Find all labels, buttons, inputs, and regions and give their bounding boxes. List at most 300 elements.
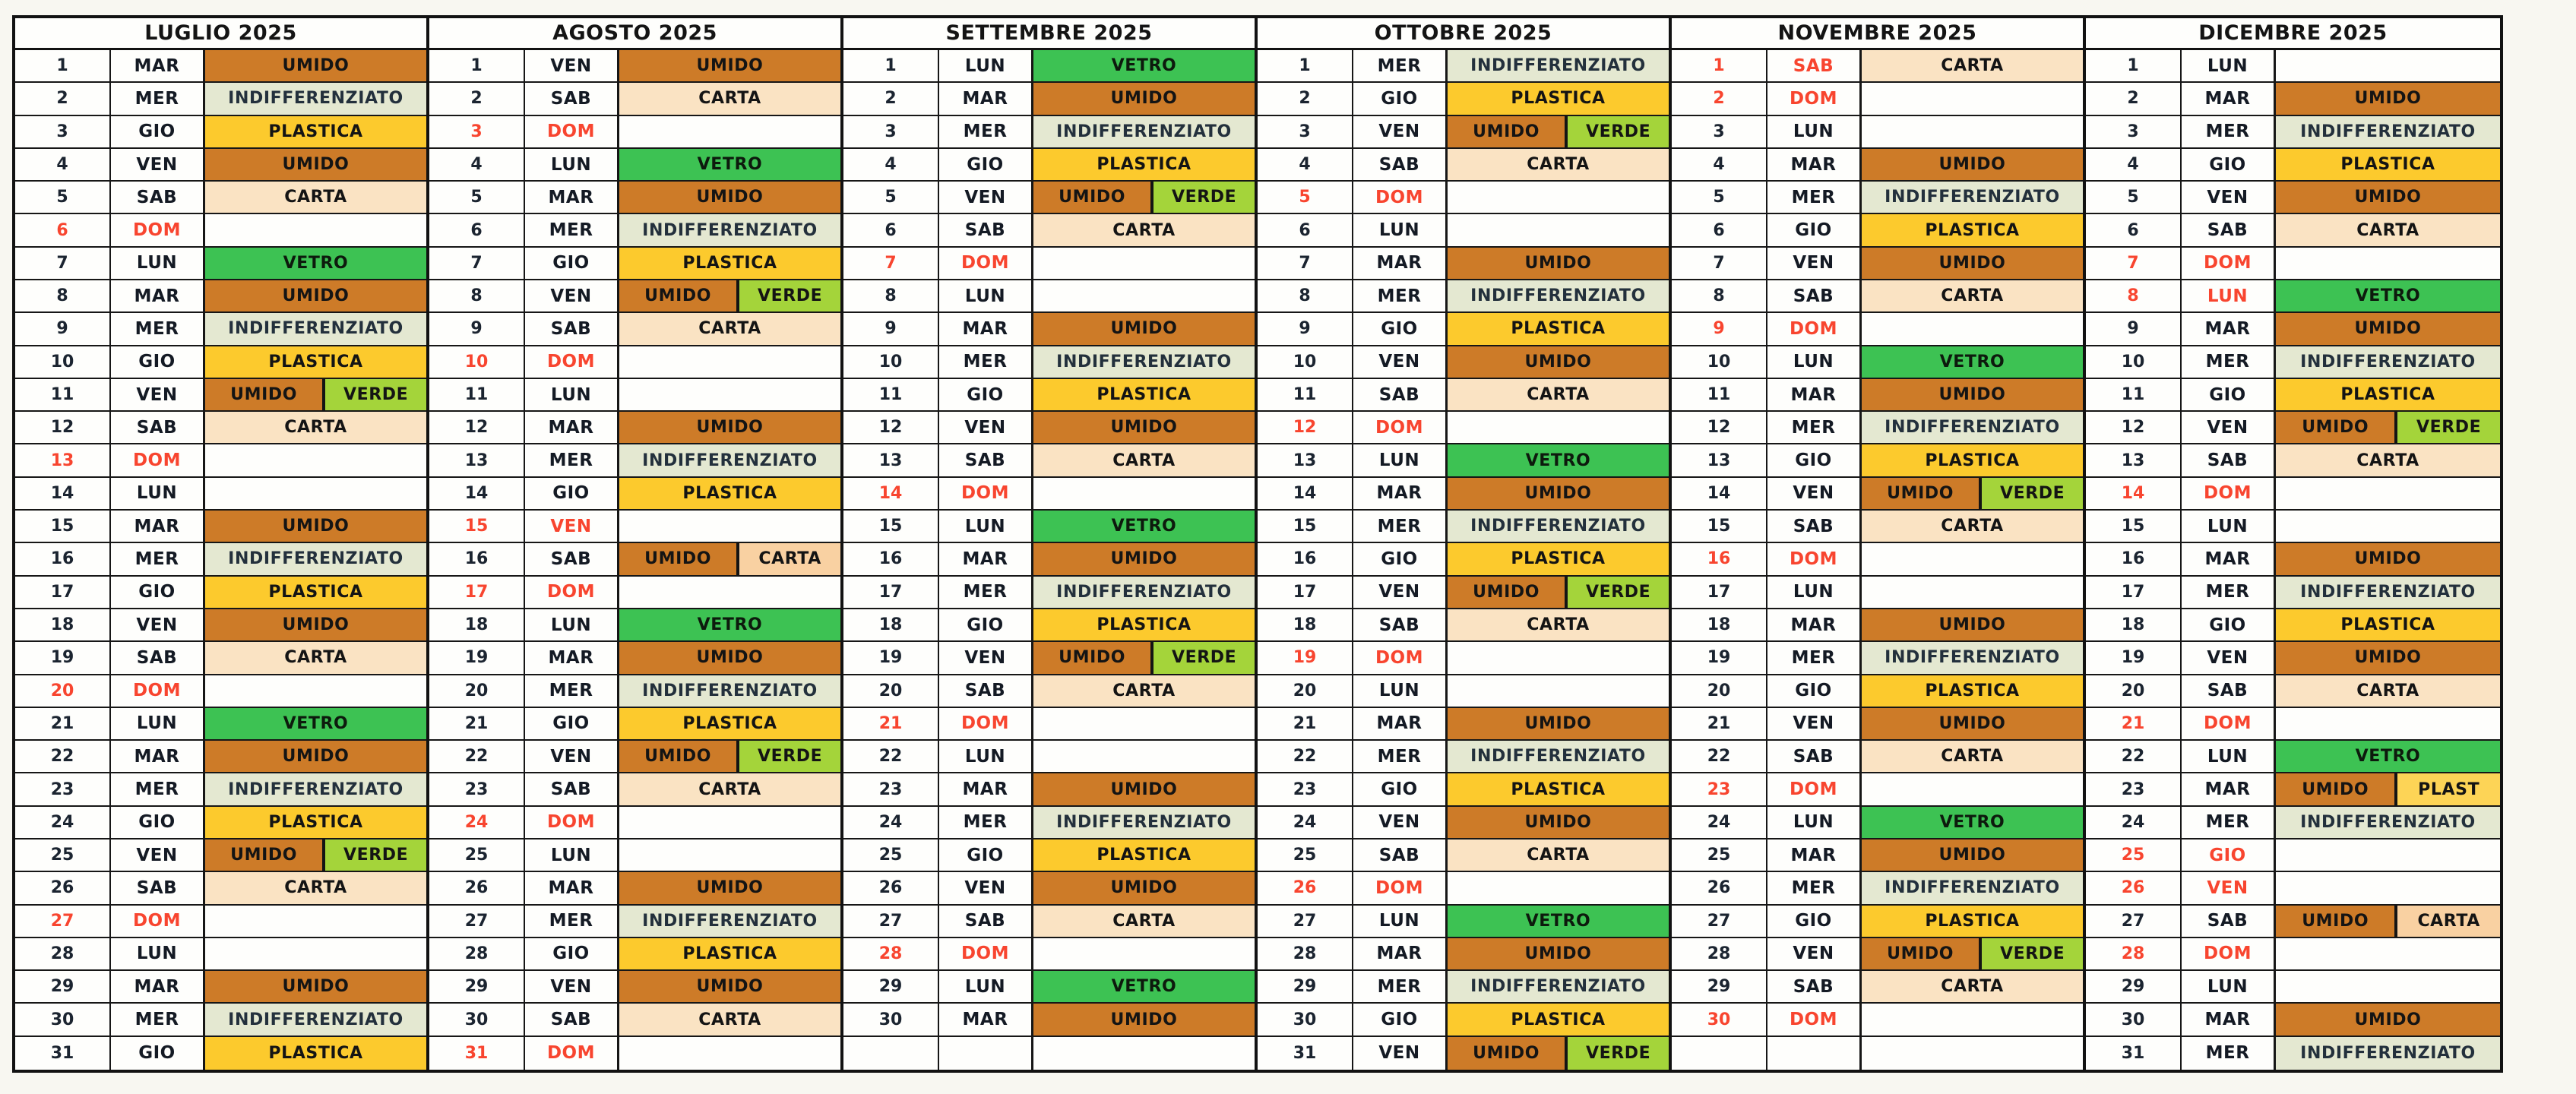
day-row [843, 83, 1255, 115]
waste-band-plastica: PLASTICA [205, 1037, 426, 1070]
waste-band-plastica: PLASTICA [205, 116, 426, 147]
waste-cell [1448, 1004, 1669, 1035]
waste-cell [1033, 642, 1255, 673]
waste-band-carta: CARTA [1448, 609, 1669, 640]
waste-cell [1862, 906, 2083, 937]
day-row [429, 642, 840, 675]
weekday-label: MER [1767, 412, 1862, 443]
weekday-label: DOM [525, 346, 619, 378]
day-number: 23 [15, 773, 111, 805]
waste-cell [1033, 313, 1255, 344]
waste-cell [1862, 313, 2083, 344]
waste-cell [205, 511, 426, 542]
waste-band-umido: UMIDO [1033, 773, 1255, 805]
waste-band-vetro: VETRO [1033, 50, 1255, 81]
day-number: 20 [2086, 675, 2182, 707]
waste-cell [2276, 609, 2500, 640]
day-number: 18 [1258, 609, 1353, 640]
day-row [843, 839, 1255, 872]
waste-band-umido: UMIDO [619, 412, 840, 443]
weekday-label: DOM [2182, 478, 2276, 509]
day-number: 29 [2086, 971, 2182, 1002]
weekday-label: LUN [1353, 675, 1448, 707]
waste-cell [1862, 83, 2083, 114]
waste-cell [1448, 214, 1669, 245]
day-row [1258, 971, 1669, 1004]
month-title: OTTOBRE 2025 [1258, 18, 1669, 50]
day-number: 16 [429, 543, 525, 574]
day-row [15, 741, 426, 773]
day-row [843, 478, 1255, 511]
waste-band-carta: CARTA [1033, 675, 1255, 707]
day-row [429, 807, 840, 839]
weekday-label: GIO [1767, 675, 1862, 707]
day-row [1672, 872, 2083, 905]
waste-band-plastica: PLASTICA [1033, 839, 1255, 871]
weekday-label: VEN [525, 50, 619, 81]
waste-cell [1033, 444, 1255, 476]
waste-cell [1448, 708, 1669, 739]
waste-band-carta: CARTA [1862, 50, 2083, 81]
weekday-label: MAR [2182, 543, 2276, 574]
day-row [1258, 182, 1669, 214]
waste-band-plastica: PLASTICA [619, 248, 840, 279]
weekday-label: SAB [939, 444, 1033, 476]
waste-cell [1448, 313, 1669, 344]
waste-cell [1862, 1004, 2083, 1035]
weekday-label: VEN [525, 280, 619, 311]
weekday-label: DOM [1767, 83, 1862, 114]
waste-cell [1033, 807, 1255, 838]
weekday-label: MER [111, 1004, 205, 1035]
waste-band-verde: VERDE [1565, 1037, 1669, 1070]
day-row [843, 543, 1255, 576]
weekday-label: SAB [111, 642, 205, 673]
day-row [1258, 675, 1669, 708]
weekday-label: VEN [1353, 1037, 1448, 1070]
day-number: 12 [15, 412, 111, 443]
waste-band-indifferenziato: INDIFFERENZIATO [1862, 412, 2083, 443]
weekday-label: MER [1767, 642, 1862, 673]
waste-cell [619, 642, 840, 673]
waste-band-vetro: VETRO [1448, 906, 1669, 937]
day-row [15, 1004, 426, 1036]
waste-band-vetro: VETRO [1862, 807, 2083, 838]
day-number: 5 [15, 182, 111, 213]
waste-cell [205, 938, 426, 969]
day-number: 19 [843, 642, 939, 673]
day-number: 18 [2086, 609, 2182, 640]
day-row [15, 313, 426, 346]
waste-cell [619, 412, 840, 443]
day-row [1672, 971, 2083, 1004]
day-number: 8 [843, 280, 939, 311]
day-row [15, 280, 426, 313]
weekday-label: LUN [939, 971, 1033, 1002]
day-number: 15 [843, 511, 939, 542]
day-row [2086, 741, 2500, 773]
day-row [1258, 313, 1669, 346]
waste-band-plastica: PLASTICA [1033, 149, 1255, 180]
day-number: 16 [15, 543, 111, 574]
weekday-label: DOM [1353, 642, 1448, 673]
day-row [429, 444, 840, 477]
waste-cell [1033, 511, 1255, 542]
day-number: 28 [429, 938, 525, 969]
day-row [1258, 906, 1669, 938]
waste-cell [1448, 938, 1669, 969]
day-number: 12 [1258, 412, 1353, 443]
day-number: 23 [2086, 773, 2182, 805]
day-row [15, 50, 426, 83]
weekday-label: GIO [1353, 773, 1448, 805]
day-row [843, 971, 1255, 1004]
weekday-label: VEN [1767, 248, 1862, 279]
day-row [1672, 511, 2083, 543]
day-number: 17 [429, 577, 525, 608]
day-number: 15 [1258, 511, 1353, 542]
day-row [1672, 313, 2083, 346]
day-number: 3 [1672, 116, 1767, 147]
weekday-label: GIO [939, 379, 1033, 410]
day-number: 25 [2086, 839, 2182, 871]
waste-cell [1448, 577, 1669, 608]
weekday-label: LUN [1767, 116, 1862, 147]
weekday-label: LUN [1353, 214, 1448, 245]
day-row [429, 773, 840, 806]
day-row [2086, 543, 2500, 576]
waste-band-plastica: PLASTICA [619, 938, 840, 969]
waste-cell [1448, 248, 1669, 279]
weekday-label: MAR [525, 872, 619, 903]
waste-band-umido: UMIDO [1033, 83, 1255, 114]
weekday-label: MAR [1767, 379, 1862, 410]
waste-cell [205, 50, 426, 81]
waste-band-plastica: PLASTICA [1033, 379, 1255, 410]
day-number: 26 [429, 872, 525, 903]
waste-band-plastica: PLASTICA [619, 478, 840, 509]
waste-band-indifferenziato: INDIFFERENZIATO [1033, 807, 1255, 838]
day-number: 26 [1672, 872, 1767, 903]
weekday-label: SAB [1353, 839, 1448, 871]
waste-cell [1862, 511, 2083, 542]
day-row [843, 773, 1255, 806]
waste-cell [1862, 773, 2083, 805]
day-row [1672, 1004, 2083, 1036]
waste-band-umido: UMIDO [1862, 938, 1979, 969]
waste-cell [1033, 675, 1255, 707]
waste-cell [205, 642, 426, 673]
waste-band-plastica: PLASTICA [1862, 444, 2083, 476]
day-number: 18 [843, 609, 939, 640]
day-number: 17 [15, 577, 111, 608]
day-row [843, 642, 1255, 675]
waste-cell [1448, 116, 1669, 147]
day-number: 16 [2086, 543, 2182, 574]
weekday-label: GIO [939, 839, 1033, 871]
waste-band-indifferenziato: INDIFFERENZIATO [1448, 50, 1669, 81]
waste-cell [1033, 379, 1255, 410]
waste-band-umido: UMIDO [2276, 313, 2500, 344]
day-row [15, 971, 426, 1004]
day-number: 5 [1258, 182, 1353, 213]
day-number: 24 [15, 807, 111, 838]
day-row [843, 313, 1255, 346]
weekday-label: MER [525, 906, 619, 937]
waste-band-indifferenziato: INDIFFERENZIATO [1862, 872, 2083, 903]
waste-cell [2276, 1037, 2500, 1070]
weekday-label: SAB [1767, 280, 1862, 311]
day-number: 31 [1258, 1037, 1353, 1070]
day-number: 29 [15, 971, 111, 1002]
weekday-label: VEN [1353, 346, 1448, 378]
weekday-label: MER [111, 543, 205, 574]
waste-cell [205, 313, 426, 344]
weekday-label [939, 1037, 1033, 1070]
day-row [843, 214, 1255, 247]
day-number: 23 [1258, 773, 1353, 805]
day-row [429, 577, 840, 609]
day-row [429, 149, 840, 182]
day-row [1258, 50, 1669, 83]
day-row [1672, 906, 2083, 938]
day-number [1672, 1037, 1767, 1070]
day-row [429, 1004, 840, 1036]
day-row [843, 807, 1255, 839]
waste-band-plastica: PLASTICA [1448, 83, 1669, 114]
day-number: 28 [843, 938, 939, 969]
day-number: 21 [1672, 708, 1767, 739]
weekday-label: MER [111, 313, 205, 344]
waste-band-umido: UMIDO [2276, 906, 2394, 937]
waste-band-vetro: VETRO [1033, 511, 1255, 542]
day-row [1258, 280, 1669, 313]
day-number: 17 [1672, 577, 1767, 608]
waste-cell [619, 346, 840, 378]
waste-band-indifferenziato: INDIFFERENZIATO [1448, 971, 1669, 1002]
waste-cell [1033, 938, 1255, 969]
day-row [1258, 379, 1669, 412]
waste-cell [1033, 182, 1255, 213]
weekday-label: SAB [1767, 511, 1862, 542]
month-column-ottobre-2025 [1258, 18, 1672, 1070]
weekday-label: MER [525, 675, 619, 707]
waste-band-verde: VERDE [1979, 478, 2083, 509]
weekday-label: GIO [1353, 543, 1448, 574]
waste-band-umido: UMIDO [1862, 708, 2083, 739]
day-row [1672, 50, 2083, 83]
waste-band-carta: CARTA [1862, 741, 2083, 772]
waste-cell [2276, 511, 2500, 542]
weekday-label: LUN [1767, 577, 1862, 608]
waste-band-plastica: PLASTICA [1862, 214, 2083, 245]
day-number: 5 [1672, 182, 1767, 213]
waste-band-carta: CARTA [1448, 839, 1669, 871]
weekday-label: SAB [1767, 741, 1862, 772]
day-row [2086, 83, 2500, 115]
waste-band-plastica: PLASTICA [1448, 543, 1669, 574]
waste-cell [2276, 971, 2500, 1002]
day-row [15, 379, 426, 412]
waste-cell [1448, 675, 1669, 707]
waste-band-indifferenziato: INDIFFERENZIATO [619, 444, 840, 476]
month-column-settembre-2025 [843, 18, 1258, 1070]
weekday-label: GIO [1767, 214, 1862, 245]
waste-band-indifferenziato: INDIFFERENZIATO [619, 906, 840, 937]
day-number: 26 [1258, 872, 1353, 903]
day-number: 11 [429, 379, 525, 410]
waste-cell [2276, 839, 2500, 871]
day-number: 5 [843, 182, 939, 213]
day-number: 30 [1258, 1004, 1353, 1035]
weekday-label: DOM [525, 807, 619, 838]
day-row [429, 379, 840, 412]
day-number: 30 [1672, 1004, 1767, 1035]
day-number: 10 [429, 346, 525, 378]
day-number: 13 [15, 444, 111, 476]
weekday-label: SAB [525, 773, 619, 805]
waste-cell [619, 773, 840, 805]
day-number: 11 [843, 379, 939, 410]
day-row [1672, 478, 2083, 511]
waste-cell [619, 478, 840, 509]
waste-band-carta: CARTA [1862, 280, 2083, 311]
weekday-label: LUN [1767, 346, 1862, 378]
waste-band-umido: UMIDO [1862, 248, 2083, 279]
waste-cell [205, 182, 426, 213]
waste-band-umido: UMIDO [205, 741, 426, 772]
waste-band-carta: CARTA [1033, 214, 1255, 245]
waste-band-carta: CARTA [205, 872, 426, 903]
day-number: 5 [2086, 182, 2182, 213]
waste-cell [1448, 773, 1669, 805]
day-number: 11 [1258, 379, 1353, 410]
waste-cell [1033, 872, 1255, 903]
day-row [429, 280, 840, 313]
day-number: 6 [15, 214, 111, 245]
day-number: 26 [843, 872, 939, 903]
waste-cell [2276, 708, 2500, 739]
day-number: 13 [1258, 444, 1353, 476]
weekday-label: MER [1353, 511, 1448, 542]
day-row [1258, 938, 1669, 971]
waste-cell [1448, 149, 1669, 180]
day-row [1258, 511, 1669, 543]
waste-band-umido: UMIDO [2276, 773, 2394, 805]
weekday-label: VEN [1353, 807, 1448, 838]
day-row [2086, 642, 2500, 675]
day-row [843, 149, 1255, 182]
waste-cell [1862, 1037, 2083, 1070]
weekday-label: VEN [939, 642, 1033, 673]
day-row [843, 609, 1255, 642]
waste-cell [2276, 741, 2500, 772]
waste-cell [1862, 412, 2083, 443]
day-row [15, 182, 426, 214]
day-row [2086, 938, 2500, 971]
waste-cell [1448, 642, 1669, 673]
waste-band-umido: UMIDO [1448, 248, 1669, 279]
day-row [15, 807, 426, 839]
weekday-label: SAB [1767, 971, 1862, 1002]
day-row [429, 906, 840, 938]
waste-cell [205, 478, 426, 509]
day-row [2086, 182, 2500, 214]
weekday-label: SAB [525, 543, 619, 574]
waste-cell [1862, 708, 2083, 739]
weekday-label: GIO [1353, 313, 1448, 344]
day-number: 3 [843, 116, 939, 147]
day-row [1258, 1004, 1669, 1036]
day-row [15, 1037, 426, 1070]
waste-band-vetro: VETRO [1448, 444, 1669, 476]
day-row [1672, 773, 2083, 806]
day-number: 11 [15, 379, 111, 410]
weekday-label: SAB [939, 906, 1033, 937]
day-number: 10 [1672, 346, 1767, 378]
day-row [15, 214, 426, 247]
waste-cell [2276, 906, 2500, 937]
month-title: LUGLIO 2025 [15, 18, 426, 50]
day-row [429, 50, 840, 83]
waste-cell [1862, 675, 2083, 707]
day-row [15, 577, 426, 609]
waste-cell [619, 313, 840, 344]
day-row [1672, 444, 2083, 477]
weekday-label: DOM [1767, 543, 1862, 574]
waste-cell [1033, 609, 1255, 640]
waste-cell [2276, 313, 2500, 344]
day-number: 22 [15, 741, 111, 772]
waste-cell [1033, 906, 1255, 937]
day-number: 28 [1258, 938, 1353, 969]
waste-band-umido: UMIDO [1033, 412, 1255, 443]
waste-band-umido: UMIDO [2276, 83, 2500, 114]
day-row [1672, 83, 2083, 115]
waste-band-carta: CARTA [2394, 906, 2500, 937]
day-row [2086, 577, 2500, 609]
day-number: 16 [1672, 543, 1767, 574]
waste-band-umido: UMIDO [1448, 116, 1565, 147]
day-number: 22 [1258, 741, 1353, 772]
weekday-label: DOM [2182, 708, 2276, 739]
waste-cell [1862, 50, 2083, 81]
waste-cell [1448, 379, 1669, 410]
waste-band-carta: CARTA [1448, 379, 1669, 410]
day-number: 18 [429, 609, 525, 640]
waste-band-umido: UMIDO [205, 971, 426, 1002]
waste-cell [2276, 379, 2500, 410]
weekday-label: MAR [939, 313, 1033, 344]
waste-cell [619, 543, 840, 574]
waste-band-indifferenziato: INDIFFERENZIATO [1033, 577, 1255, 608]
day-row [843, 346, 1255, 379]
weekday-label: DOM [2182, 938, 2276, 969]
waste-cell [1862, 248, 2083, 279]
waste-band-umido: UMIDO [205, 839, 322, 871]
waste-cell [619, 379, 840, 410]
waste-cell [619, 938, 840, 969]
weekday-label: GIO [2182, 149, 2276, 180]
waste-cell [619, 149, 840, 180]
waste-band-umido: UMIDO [1448, 807, 1669, 838]
waste-cell [619, 708, 840, 739]
waste-cell [205, 248, 426, 279]
day-number: 26 [2086, 872, 2182, 903]
waste-cell [1448, 971, 1669, 1002]
weekday-label: LUN [939, 741, 1033, 772]
weekday-label: DOM [525, 577, 619, 608]
